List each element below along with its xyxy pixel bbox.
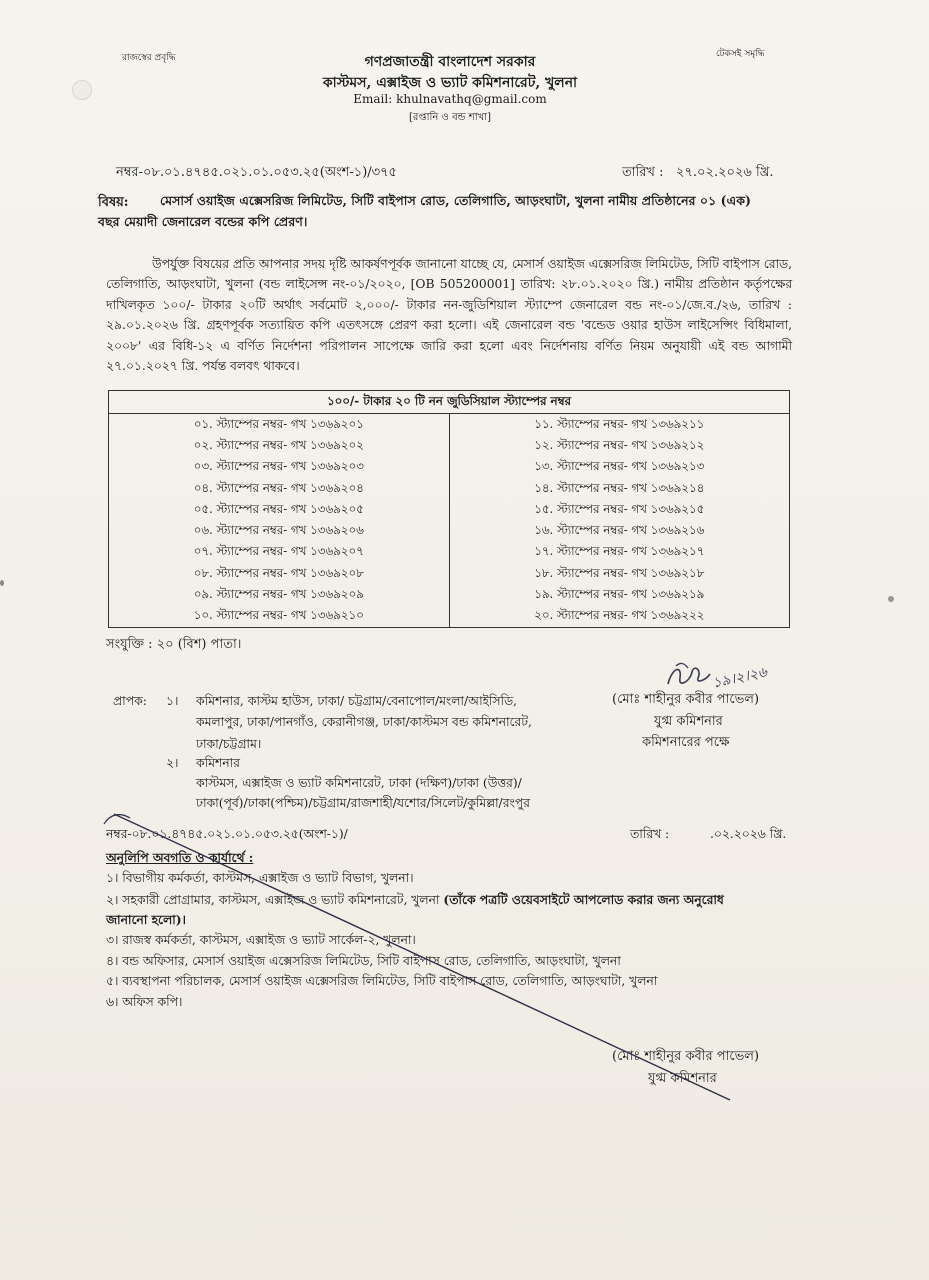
stamp-cell-right: ১৯. স্ট্যাম্পের নম্বর- গখ ১৩৬৯২১৯ (449, 584, 790, 605)
edge-mark (888, 596, 894, 602)
recipient-2-line-3: ঢাকা(পূর্ব)/ঢাকা(পশ্চিম)/চট্টগ্রাম/রাজশাহী/যশোর/সিলেট/কুমিল্লা/রংপুর (196, 796, 530, 810)
stamp-table-row (109, 435, 790, 456)
recipients-label: প্রাপক: (113, 694, 147, 708)
stamp-cell-right: ১২. স্ট্যাম্পের নম্বর- গখ ১৩৬৯২১২ (449, 435, 790, 456)
signatory-name: (মোঃ শাহীনুর কবীর পাভেল) (612, 692, 760, 707)
stamp-table (108, 390, 790, 628)
stamp-cell-left: ০৫. স্ট্যাম্পের নম্বর- গখ ১৩৬৯২০৫ (109, 499, 450, 520)
copies-heading: অনুলিপি অবগতি ও কার্যার্থে : (106, 850, 254, 865)
memo2-date-label: তারিখ : (630, 827, 670, 841)
stamp-cell-right: ১৬. স্ট্যাম্পের নম্বর- গখ ১৩৬৯২১৬ (449, 520, 790, 541)
stamp-cell-left: ০৬. স্ট্যাম্পের নম্বর- গখ ১৩৬৯২০৬ (109, 520, 450, 541)
memo-number: নম্বর-০৮.০১.৪৭৪৫.০২১.০১.০৫৩.২৫(অংশ-১)/৩৭৫ (116, 165, 397, 180)
office-email: Email: khulnavathq@gmail.com (353, 92, 547, 106)
stamp-table-row (109, 457, 790, 478)
stamp-cell-right: ১৩. স্ট্যাম্পের নম্বর- গখ ১৩৬৯২১৩ (449, 457, 790, 478)
stamp-cell-left: ০৮. স্ট্যাম্পের নম্বর- গখ ১৩৬৯২০৮ (109, 563, 450, 584)
stamp-table-row (109, 542, 790, 563)
recipient-2-number: ২। (166, 756, 179, 770)
left-tagline: রাজস্বের প্রবৃদ্ধি (122, 53, 176, 63)
stamp-cell-right: ১৫. স্ট্যাম্পের নম্বর- গখ ১৩৬৯২১৫ (449, 499, 790, 520)
bottom-signatory-name: (মোঃ শাহীনুর কবীর পাভেল) (612, 1049, 760, 1064)
cancellation-slash (100, 808, 740, 1108)
stamp-table-row (109, 520, 790, 541)
copy-4: ৪। বন্ড অফিসার, মেসার্স ওয়াইজ এক্সেসরিজ লিমিটেড, সিটি বাইপাস রোড, তেলিগাতি, আড়ংঘাটা, খুলনা (106, 954, 621, 968)
office-title: কাস্টমস, এক্সাইজ ও ভ্যাট কমিশনারেট, খুলনা (322, 75, 578, 91)
recipient-1-number: ১। (166, 694, 179, 708)
copy-1: ১। বিভাগীয় কর্মকর্তা, কাস্টমস, এক্সাইজ ও ভ্যাট বিভাগ, খুলনা। (106, 871, 414, 885)
memo2-number: নম্বর-০৮.০১.৪৭৪৫.০২১.০১.০৫৩.২৫(অংশ-১)/ (106, 827, 348, 841)
stamp-cell-right: ১৮. স্ট্যাম্পের নম্বর- গখ ১৩৬৯২১৮ (449, 563, 790, 584)
stamp-cell-right: ১১. স্ট্যাম্পের নম্বর- গখ ১৩৬৯২১১ (449, 414, 790, 436)
stamp-table-row (109, 606, 790, 628)
stamp-table-body (109, 414, 790, 628)
stamp-cell-left: ০৪. স্ট্যাম্পের নম্বর- গখ ১৩৬৯২০৪ (109, 478, 450, 499)
bottom-signatory-designation: যুগ্ম কমিশনার (648, 1071, 717, 1086)
attachment-note: সংযুক্তি : ২০ (বিশ) পাতা। (106, 637, 242, 652)
stamp-table-row (109, 563, 790, 584)
memo-date: ২৭.০২.২০২৬ খ্রি. (676, 165, 774, 180)
stamp-table-row (109, 478, 790, 499)
signature-date: ১৯।২।২৬ (710, 664, 769, 692)
recipient-1-line-2: কমলাপুর, ঢাকা/পানগাঁও, কেরানীগঞ্জ, ঢাকা/কাস্টমস বন্ড কমিশনারেট, (196, 715, 532, 729)
right-tagline: টেকসই সমৃদ্ধি (716, 49, 765, 59)
copy-3: ৩। রাজস্ব কর্মকর্তা, কাস্টমস, এক্সাইজ ও ভ্যাট সার্কেল-২, খুলনা। (106, 933, 416, 947)
recipient-2-line-2: কাস্টমস, এক্সাইজ ও ভ্যাট কমিশনারেট, ঢাকা (দক্ষিণ)/ঢাকা (উত্তর)/ (196, 776, 522, 790)
stamp-cell-left: ০৯. স্ট্যাম্পের নম্বর- গখ ১৩৬৯২০৯ (109, 584, 450, 605)
stamp-cell-left: ০২. স্ট্যাম্পের নম্বর- গখ ১৩৬৯২০২ (109, 435, 450, 456)
stamp-table-title: ১০০/- টাকার ২০ টি নন জুডিসিয়াল স্ট্যাম্পের নম্বর (109, 391, 790, 414)
department-name: [রপ্তানি ও বন্ড শাখা] (409, 112, 491, 123)
stamp-cell-right: ১৭. স্ট্যাম্পের নম্বর- গখ ১৩৬৯২১৭ (449, 542, 790, 563)
subject-line-2: বছর মেয়াদী জেনারেল বন্ডের কপি প্রেরণ। (98, 214, 308, 229)
copy-2-request: (তাঁকে পত্রটি ওয়েবসাইটে আপলোড করার জন্য অনুরোধ (443, 892, 724, 907)
signatory-behalf: কমিশনারের পক্ষে (642, 735, 730, 750)
stamp-cell-left: ০৩. স্ট্যাম্পের নম্বর- গখ ১৩৬৯২০৩ (109, 457, 450, 478)
copy-2-text: ২। সহকারী প্রোগ্রামার, কাস্টমস, এক্সাইজ ও ভ্যাট কমিশনারেট, খুলনা (106, 893, 444, 907)
edge-mark (0, 580, 4, 586)
subject-line-1: মেসার্স ওয়াইজ এক্সেসরিজ লিমিটেড, সিটি বাইপাস রোড, তেলিগাতি, আড়ংঘাটা, খুলনা নামীয় প্রতিষ্ঠানের ০১ (এক) (160, 193, 751, 208)
subject-label: বিষয়: (98, 195, 129, 210)
copy-2-continuation: জানানো হলো)। (106, 912, 186, 927)
stamp-table-row (109, 499, 790, 520)
stamp-table-row (109, 414, 790, 436)
body-paragraph: উপর্যুক্ত বিষয়ের প্রতি আপনার সদয় দৃষ্টি আকর্ষণপূর্বক জানানো যাচ্ছে যে, মেসার্স ওয়াইজ এক্সেসরিজ লিমিটেড, সিটি বাইপাস রোড, তেলিগাতি, আড়ংঘাটা, খুলনা (বন্ড লাইসেন্স নং-০১/২০২০, [OB 505200001] তারিখ: ২৮.০১.২০২০ খ্রি.) নামীয় প্রতিষ্ঠান কর্তৃপক্ষের দাখিলকৃত ১০০/- টাকার ২০টি অর্থাৎ সর্বমোট ২,০০০/- টাকার নন-জুডিশিয়াল স্ট্যাম্পে জেনারেল বন্ড নং-০১/জে.ব./২৬, তারিখ : ২৯.০১.২০২৬ খ্রি. গ্রহণপূর্বক সত্যায়িত কপি এতৎসঙ্গে প্রেরণ করা হলো। এই জেনারেল বন্ড 'বন্ডেড ওয়ার হাউস লাইসেন্সিং বিধিমালা, ২০০৮' এর বিধি-১২ এ বর্ণিত নির্দেশনা পরিপালন সাপেক্ষে জারি করা হলো এবং নির্দেশনায় বর্ণিত নিয়ম অনুযায়ী এই বন্ড আগামী ২৭.০১.২০২৭ খ্রি. পর্যন্ত বলবৎ থাকবে। (106, 257, 792, 374)
punch-hole (72, 80, 92, 100)
stamp-cell-left: ১০. স্ট্যাম্পের নম্বর- গখ ১৩৬৯২১০ (109, 606, 450, 628)
recipient-1-line-3: ঢাকা/চট্টগ্রাম। (196, 737, 262, 751)
stamp-cell-right: ২০. স্ট্যাম্পের নম্বর- গখ ১৩৬৯২২২ (449, 606, 790, 628)
copy-6: ৬। অফিস কপি। (106, 995, 183, 1009)
stamp-cell-right: ১৪. স্ট্যাম্পের নম্বর- গখ ১৩৬৯২১৪ (449, 478, 790, 499)
recipient-2-line-1: কমিশনার (196, 756, 240, 770)
copy-5: ৫। ব্যবস্থাপনা পরিচালক, মেসার্স ওয়াইজ এক্সেসরিজ লিমিটেড, সিটি বাইপাস রোড, তেলিগাতি, আড়ংঘাটা, খুলনা (106, 974, 658, 988)
stamp-cell-left: ০৭. স্ট্যাম্পের নম্বর- গখ ১৩৬৯২০৭ (109, 542, 450, 563)
government-title: গণপ্রজাতন্ত্রী বাংলাদেশ সরকার (364, 54, 536, 70)
stamp-table-row (109, 584, 790, 605)
signatory-designation: যুগ্ম কমিশনার (654, 714, 723, 729)
memo-date-label: তারিখ : (622, 165, 664, 180)
recipient-1-line-1: কমিশনার, কাস্টম হাউস, ঢাকা/ চট্টগ্রাম/বেনাপোল/মংলা/আইসিডি, (196, 694, 517, 708)
stamp-cell-left: ০১. স্ট্যাম্পের নম্বর- গখ ১৩৬৯২০১ (109, 414, 450, 436)
memo2-date: .০২.২০২৬ খ্রি. (710, 827, 787, 841)
